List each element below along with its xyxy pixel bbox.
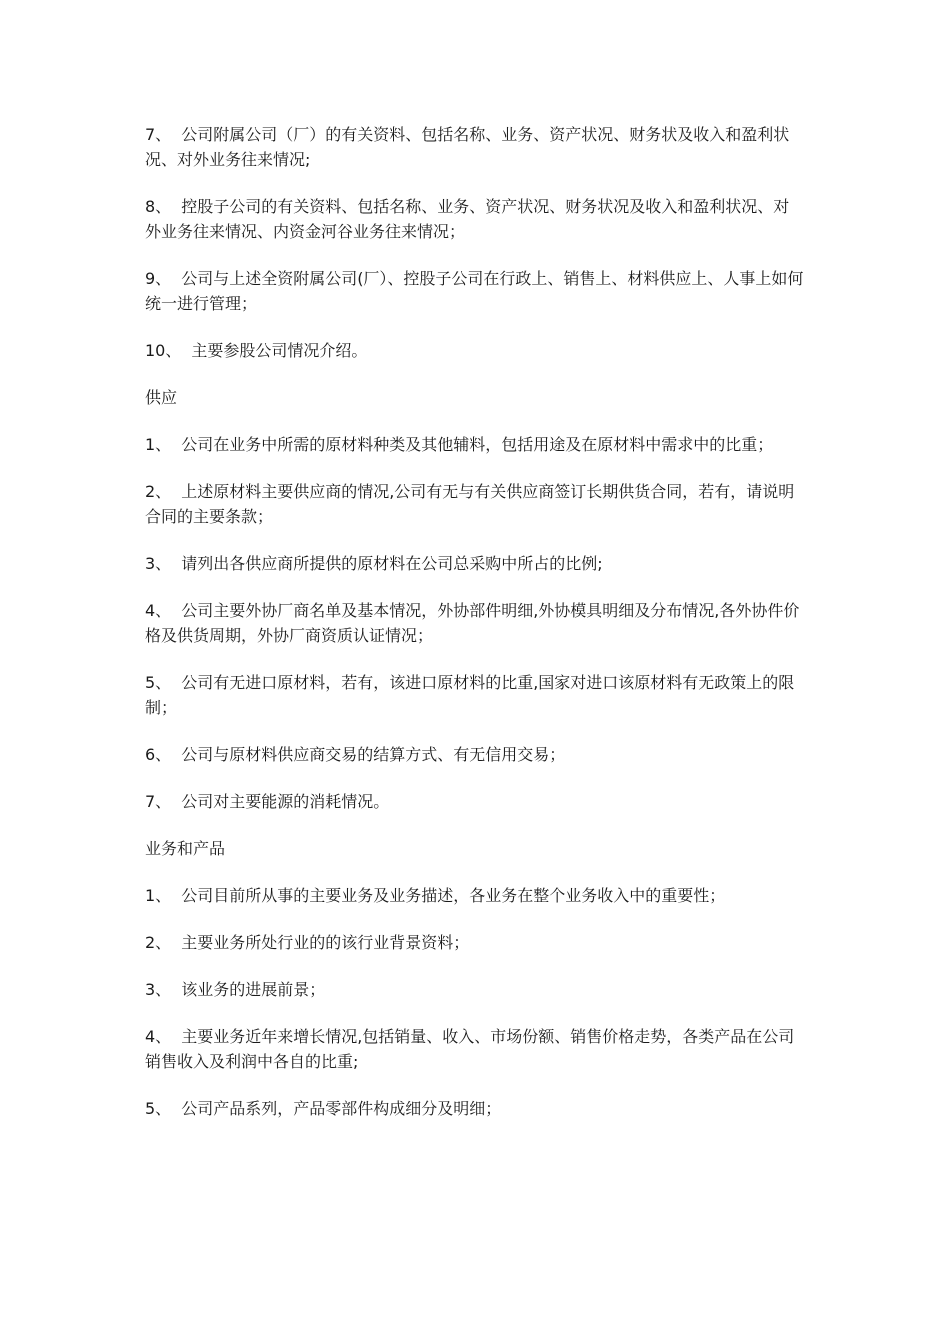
item-number: 5、 xyxy=(145,1099,172,1118)
list-item xyxy=(145,338,805,363)
item-number: 3、 xyxy=(145,980,172,999)
section-heading-business-products: 业务和产品 xyxy=(145,839,226,858)
item-text: 公司与原材料供应商交易的结算方式、有无信用交易； xyxy=(181,745,566,764)
item-text: 控股子公司的有关资料、包括名称、业务、资产状况、财务状况及收入和盈利状况、对外业务往来情况、内资金河谷业务往来情况； xyxy=(145,197,790,241)
item-number: 8、 xyxy=(145,197,172,216)
item-number: 1、 xyxy=(145,435,172,454)
list-item xyxy=(145,670,805,720)
list-item xyxy=(145,598,805,648)
list-item xyxy=(145,479,805,529)
item-text: 公司对主要能源的消耗情况。 xyxy=(181,792,390,811)
item-text: 公司产品系列，产品零部件构成细分及明细； xyxy=(181,1099,502,1118)
item-number: 4、 xyxy=(145,1027,172,1046)
item-text: 主要业务近年来增长情况,包括销量、收入、市场份额、销售价格走势，各类产品在公司销售收入及利润中各自的比重; xyxy=(145,1027,795,1071)
item-text: 公司与上述全资附属公司(厂）、控股子公司在行政上、销售上、材料供应上、人事上如何统一进行管理； xyxy=(145,269,804,313)
item-number: 4、 xyxy=(145,601,172,620)
list-item xyxy=(145,1024,805,1074)
item-number: 9、 xyxy=(145,269,172,288)
item-number: 1、 xyxy=(145,886,172,905)
item-number: 2、 xyxy=(145,933,172,952)
list-item xyxy=(145,1096,805,1121)
section-heading-supply: 供应 xyxy=(145,388,178,407)
list-item xyxy=(145,789,805,814)
item-text: 公司附属公司（厂）的有关资料、包括名称、业务、资产状况、财务状及收入和盈利状况、对外业务往来情况; xyxy=(145,125,790,169)
item-text: 请列出各供应商所提供的原材料在公司总采购中所占的比例; xyxy=(181,554,603,573)
list-item xyxy=(145,194,805,244)
list-item xyxy=(145,551,805,576)
item-text: 公司主要外协厂商名单及基本情况，外协部件明细,外协模具明细及分布情况,各外协件价格及供货周期，外协厂商资质认证情况； xyxy=(145,601,800,645)
list-item xyxy=(145,883,805,908)
item-text: 公司有无进口原材料，若有，该进口原材料的比重,国家对进口该原材料有无政策上的限制； xyxy=(145,673,795,717)
item-number: 5、 xyxy=(145,673,172,692)
item-text: 该业务的进展前景； xyxy=(181,980,326,999)
list-item xyxy=(145,266,805,316)
item-number: 2、 xyxy=(145,482,172,501)
list-item xyxy=(145,742,805,767)
item-number: 6、 xyxy=(145,745,172,764)
list-item xyxy=(145,930,805,955)
list-item xyxy=(145,432,805,457)
document-body xyxy=(145,122,805,1143)
item-text: 公司在业务中所需的原材料种类及其他辅料，包括用途及在原材料中需求中的比重； xyxy=(181,435,774,454)
list-item xyxy=(145,977,805,1002)
list-item xyxy=(145,122,805,172)
item-text: 主要参股公司情况介绍。 xyxy=(191,341,368,360)
item-number: 3、 xyxy=(145,554,172,573)
item-text: 公司目前所从事的主要业务及业务描述，各业务在整个业务收入中的重要性； xyxy=(181,886,726,905)
item-number: 10、 xyxy=(145,341,182,360)
item-text: 主要业务所处行业的的该行业背景资料； xyxy=(181,933,470,952)
item-number: 7、 xyxy=(145,125,172,144)
item-text: 上述原材料主要供应商的情况,公司有无与有关供应商签订长期供货合同，若有，请说明合同的主要条款； xyxy=(145,482,795,526)
item-number: 7、 xyxy=(145,792,172,811)
